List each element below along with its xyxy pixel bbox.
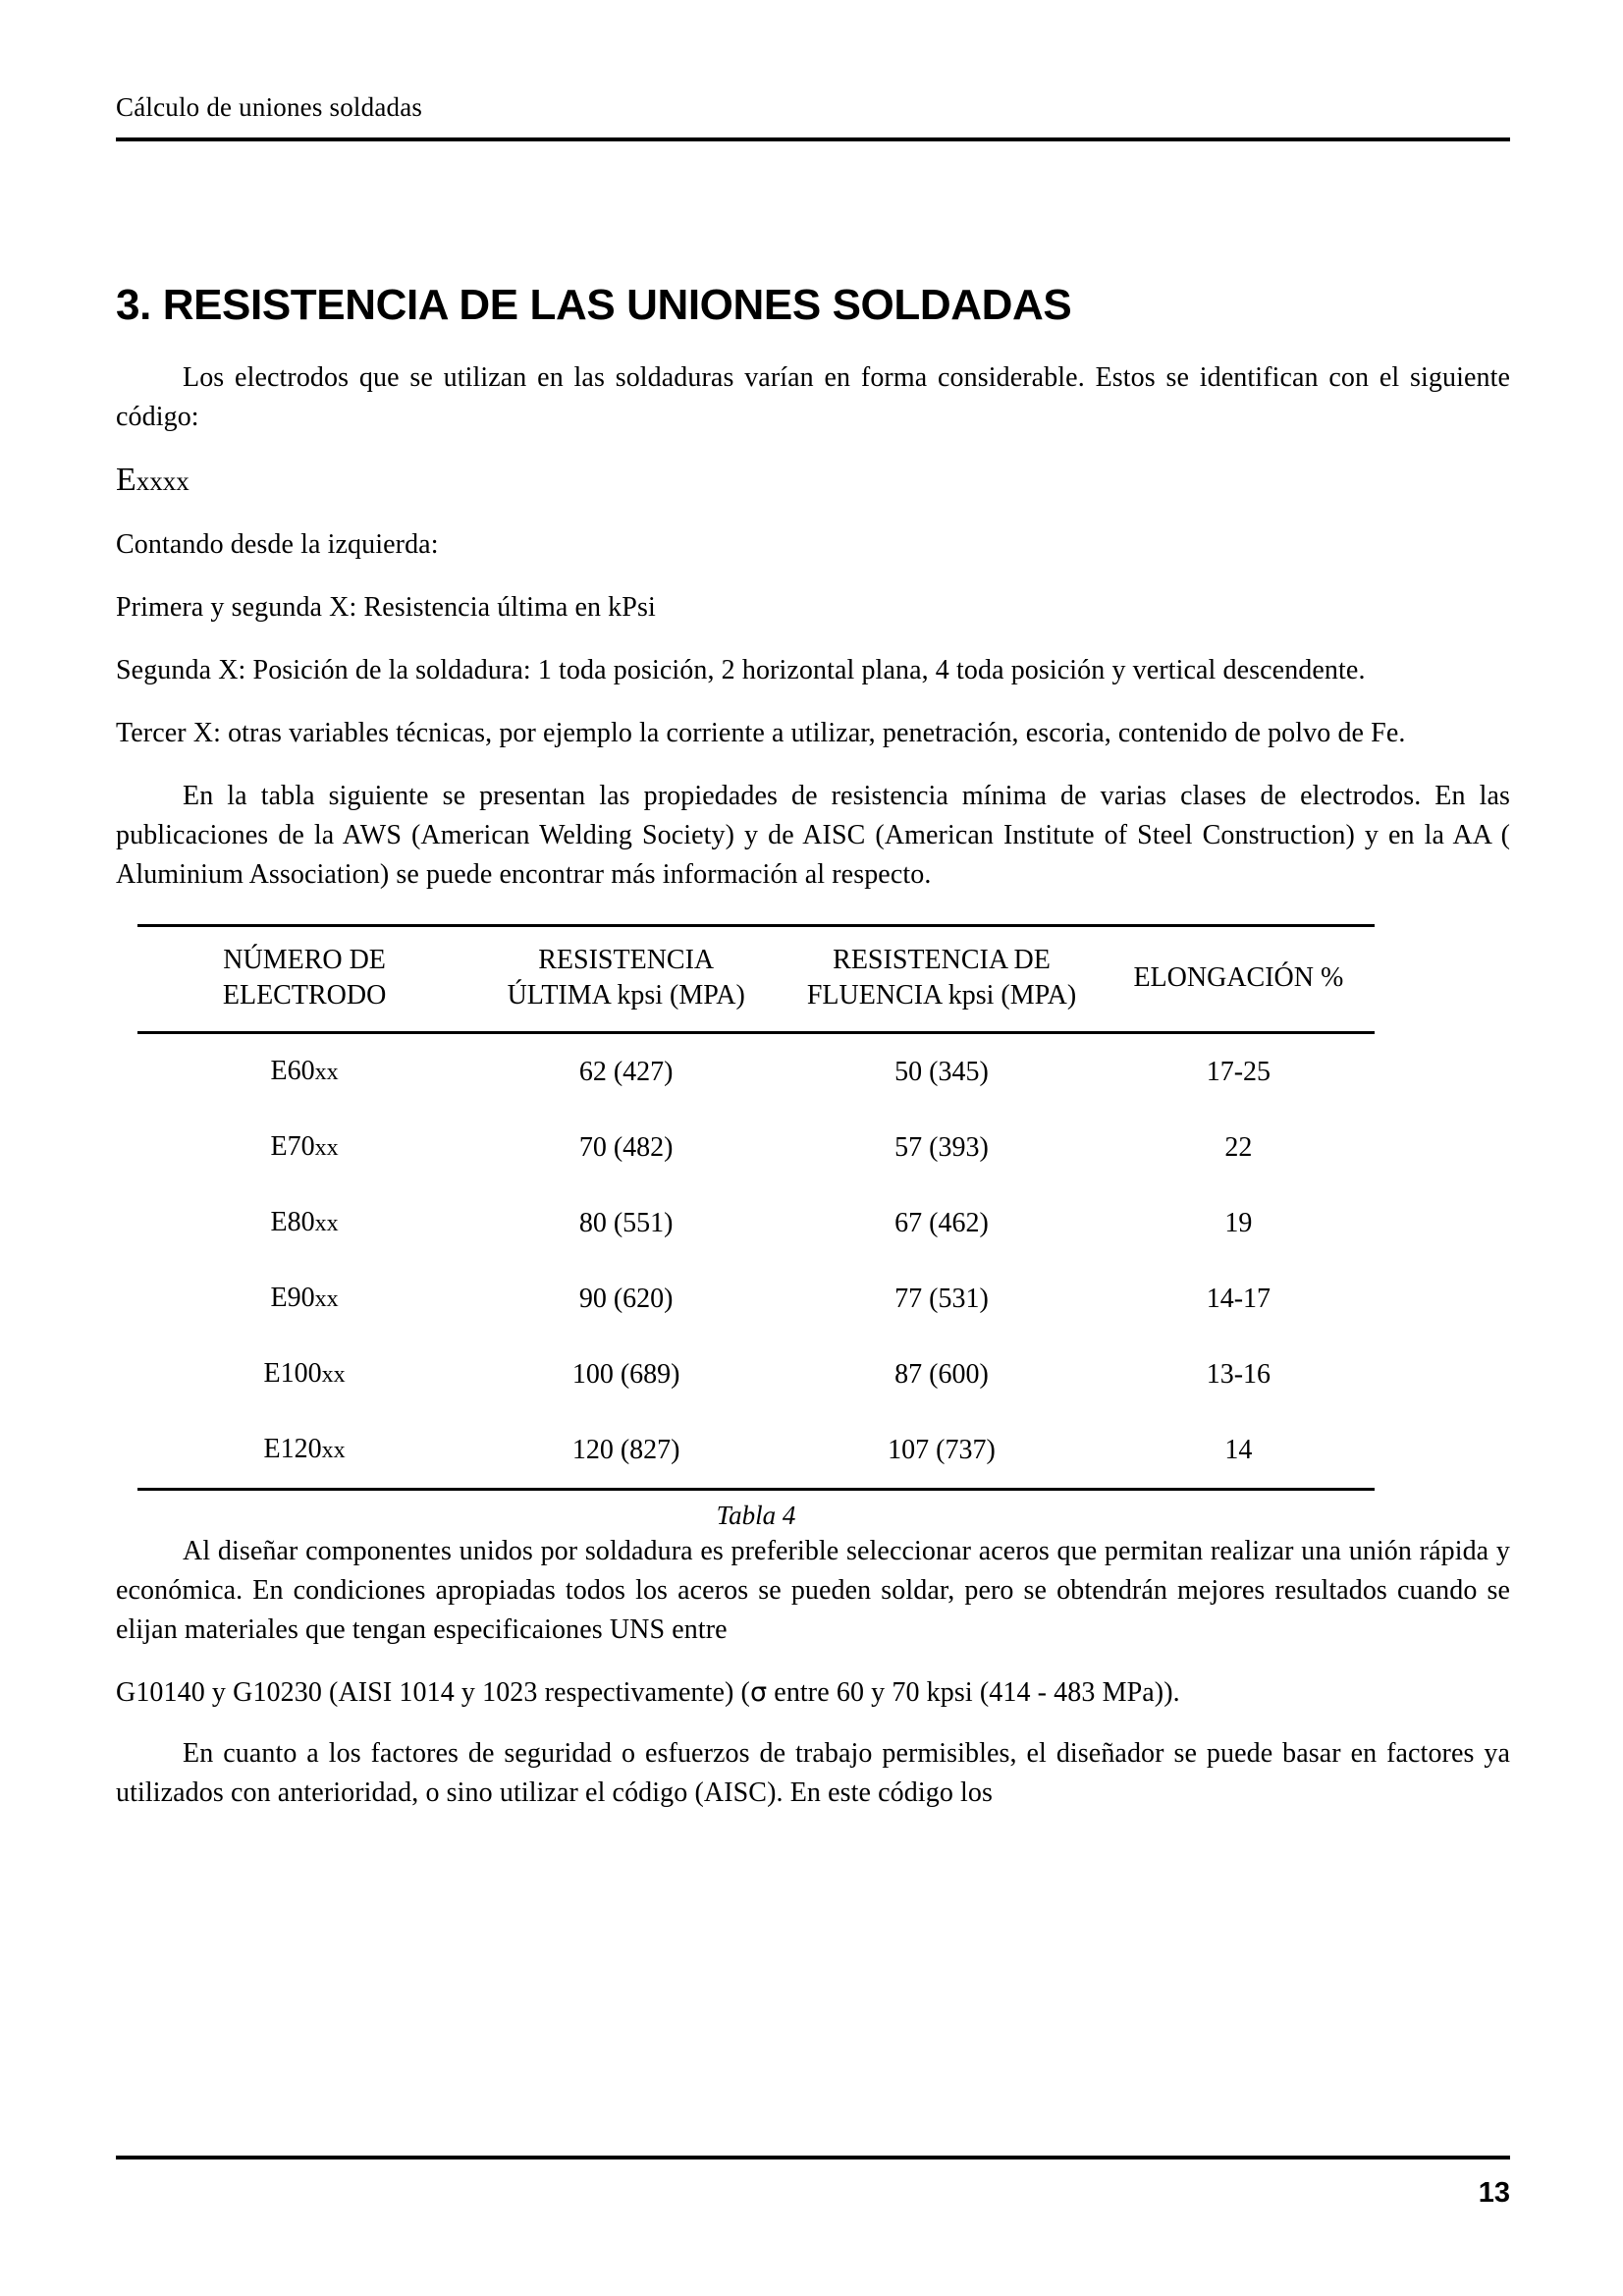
table-caption: Tabla 4 — [716, 1501, 796, 1530]
electrode-code-label — [116, 461, 1510, 502]
electrode-number: E100 — [263, 1358, 322, 1389]
cell-elongacion: 22 — [1224, 1131, 1253, 1163]
cell-resistencia-ultima: 120 (827) — [471, 1412, 781, 1490]
column-header-resistencia-fluencia — [781, 926, 1103, 1033]
footer-divider — [116, 2156, 1510, 2159]
page-footer — [116, 2156, 1510, 2210]
cell-resistencia-fluencia: 57 (393) — [894, 1131, 989, 1163]
page-number: 13 — [1478, 2177, 1510, 2209]
paragraph-uns — [116, 1673, 1510, 1713]
cell-resistencia-fluencia: 77 (531) — [894, 1283, 989, 1314]
electrode-number: E90 — [270, 1283, 315, 1313]
column-header-line-1: NÚMERO DE — [223, 945, 386, 975]
cell-resistencia-ultima: 80 (551) — [578, 1207, 674, 1238]
cell-resistencia-ultima: 62 (427) — [578, 1056, 674, 1087]
column-header-line-2: ELECTRODO — [222, 980, 387, 1011]
paragraph-primera-segunda-x: Primera y segunda X: Resistencia última en kPsi — [116, 592, 656, 623]
cell-resistencia-ultima: 100 (689) — [571, 1358, 680, 1390]
electrode-suffix: xx — [314, 1211, 339, 1236]
table-row — [137, 1033, 1375, 1111]
uns-text-pre: G10140 y G10230 (AISI 1014 y 1023 respectivamente) ( — [116, 1677, 750, 1708]
table-head — [137, 926, 1375, 1033]
column-header-line-1: ELONGACIÓN % — [1133, 962, 1344, 993]
table-header-row — [137, 926, 1375, 1033]
cell-electrodo — [137, 1110, 471, 1185]
table-row — [137, 1110, 1375, 1185]
column-header-numero-electrodo — [137, 926, 471, 1033]
cell-resistencia-fluencia: 67 (462) — [894, 1207, 989, 1238]
cell-resistencia-fluencia: 107 (737) — [781, 1412, 1103, 1490]
table-row — [137, 1337, 1375, 1412]
uns-text-post: entre 60 y 70 kpsi (414 - 483 MPa)). — [767, 1677, 1180, 1708]
table-row — [137, 1261, 1375, 1337]
paragraph-diseno: Al diseñar componentes unidos por soldadura es preferible seleccionar aceros que permitan realizar una unión rápida y económica. En condiciones apropiadas todos los aceros se pueden soldar, pero se obtendrán mejores resultados cuando se elijan materiales que tengan especificaiones UNS entre — [116, 1536, 1510, 1645]
electrode-code-suffix: xxxx — [135, 466, 189, 496]
electrode-suffix: xx — [314, 1286, 339, 1312]
electrode-number: E80 — [270, 1207, 315, 1237]
cell-elongacion: 19 — [1224, 1207, 1253, 1238]
table-body — [137, 1033, 1375, 1490]
header-divider — [116, 137, 1510, 141]
paragraph-electrodos-intro: Los electrodos que se utilizan en las soldaduras varían en forma considerable. Estos se identifican con el siguiente código: — [116, 362, 1510, 432]
table-row — [137, 1412, 1375, 1490]
sigma-symbol: σ — [749, 1677, 768, 1708]
electrode-number: E60 — [270, 1056, 315, 1086]
column-header-line-2: ÚLTIMA kpsi (MPA) — [507, 980, 745, 1011]
table-row — [137, 1185, 1375, 1261]
cell-elongacion: 13-16 — [1206, 1358, 1271, 1390]
cell-elongacion: 14 — [1103, 1412, 1375, 1490]
column-header-line-1: RESISTENCIA DE — [833, 945, 1051, 975]
paragraph-factores-seguridad: En cuanto a los factores de seguridad o esfuerzos de trabajo permisibles, el diseñador se puede basar en factores ya utilizados con anterioridad, o sino utilizar el código (AISC). En este código los — [116, 1738, 1510, 1808]
cell-electrodo — [137, 1033, 471, 1111]
column-header-line-2: FLUENCIA kpsi (MPA) — [806, 980, 1077, 1011]
page-header — [116, 90, 1510, 141]
paragraph-tercer-x: Tercer X: otras variables técnicas, por ejemplo la corriente a utilizar, penetración, escoria, contenido de polvo de Fe. — [116, 718, 1406, 748]
electrode-suffix: xx — [321, 1362, 346, 1388]
cell-resistencia-fluencia: 50 (345) — [894, 1056, 989, 1087]
cell-resistencia-ultima: 70 (482) — [578, 1131, 674, 1163]
electrode-number: E120 — [263, 1434, 322, 1464]
column-header-resistencia-ultima — [471, 926, 781, 1033]
electrode-strength-table — [137, 924, 1375, 1491]
electrode-suffix: xx — [314, 1060, 339, 1085]
page-title: 3. RESISTENCIA DE LAS UNIONES SOLDADAS — [116, 281, 1072, 329]
column-header-elongacion — [1103, 926, 1375, 1033]
paragraph-contando: Contando desde la izquierda: — [116, 529, 439, 560]
cell-electrodo — [137, 1261, 471, 1337]
electrode-number: E70 — [270, 1131, 315, 1162]
paragraph-segunda-x: Segunda X: Posición de la soldadura: 1 toda posición, 2 horizontal plana, 4 toda posición y vertical descendente. — [116, 655, 1366, 685]
document-body — [116, 280, 1510, 1836]
cell-elongacion: 17-25 — [1206, 1056, 1271, 1087]
column-header-line-1: RESISTENCIA — [538, 945, 715, 975]
cell-elongacion: 14-17 — [1206, 1283, 1271, 1314]
running-title: Cálculo de uniones soldadas — [116, 92, 423, 122]
electrode-suffix: xx — [314, 1135, 339, 1161]
cell-electrodo — [137, 1412, 471, 1490]
paragraph-tabla-intro: En la tabla siguiente se presentan las propiedades de resistencia mínima de varias clases de electrodos. En las publicaciones de la AWS (American Welding Society) y de AISC (American Institute of Steel Construction) y en la AA ( Aluminium Association) se puede encontrar más información al respecto. — [116, 781, 1510, 890]
cell-resistencia-fluencia: 87 (600) — [894, 1358, 989, 1390]
electrode-suffix: xx — [321, 1438, 346, 1463]
electrode-strength-table-wrapper — [137, 924, 1375, 1532]
cell-resistencia-ultima: 90 (620) — [578, 1283, 674, 1314]
electrode-code-prefix: E — [116, 462, 136, 498]
cell-electrodo — [137, 1337, 471, 1412]
cell-electrodo — [137, 1185, 471, 1261]
